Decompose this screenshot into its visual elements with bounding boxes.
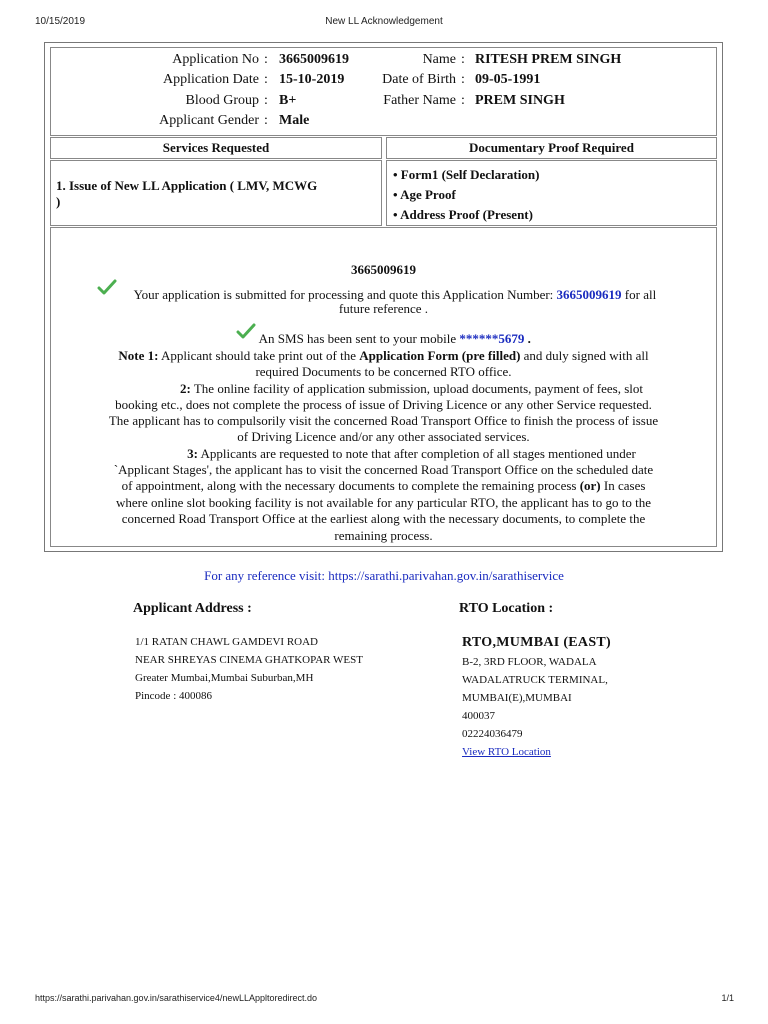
note-1	[51, 348, 716, 364]
acknowledgement-panel	[50, 227, 717, 547]
note-3-line-6: remaining process.	[334, 528, 433, 543]
application-date-value: 15-10-2019	[279, 72, 345, 87]
note-2-line-4: of Driving Licence and/or any other associated services.	[237, 429, 530, 444]
sms-text: An SMS has been sent to your mobile	[258, 331, 457, 346]
application-number-heading: 3665009619	[351, 262, 416, 277]
note-3-line-4: where online slot booking facility is not available for any particular RTO, the applicant has to go to the	[115, 495, 652, 510]
applicant-address-heading: Applicant Address :	[133, 601, 252, 616]
note-3-line-3	[51, 478, 716, 494]
note-3-label: 3:	[187, 446, 198, 461]
rto-address	[462, 653, 608, 761]
note-3-line-5: concerned Road Transport Office at the earliest along with the necessary documents, to complete the	[121, 511, 646, 526]
applicant-address	[135, 633, 363, 705]
proof-item: • Age Proof	[393, 187, 456, 202]
services-requested-header: Services Requested	[50, 137, 382, 159]
blood-group-label: Blood Group	[185, 93, 259, 108]
note-3-line-2: `Applicant Stages', the applicant has to visit the concerned Road Transport Office on the scheduled date	[113, 462, 654, 477]
note-2-line-2: booking etc., does not complete the process of issue of Driving Licence or any other Service requested.	[115, 397, 652, 412]
note-2	[51, 381, 716, 397]
applicant-info-panel	[50, 47, 717, 136]
dob-label: Date of Birth	[382, 72, 456, 87]
sms-message	[51, 329, 716, 347]
note-1-label: Note 1:	[118, 348, 159, 363]
view-rto-location-link[interactable]: View RTO Location	[462, 746, 551, 758]
note-1-cont: required Documents to be concerned RTO office.	[255, 364, 512, 379]
rto-phone: 02224036479	[462, 728, 523, 740]
name-value: RITESH PREM SINGH	[475, 52, 622, 67]
colon: :	[461, 72, 465, 87]
note-1-text-post: and duly signed with all	[523, 348, 649, 363]
colon: :	[264, 113, 268, 128]
sms-mobile: ******5679	[459, 331, 525, 346]
print-page-number: 1/1	[721, 993, 734, 1003]
service-item: 1. Issue of New LL Application ( LMV, MCWG	[56, 178, 318, 193]
rto-name: RTO,MUMBAI (EAST)	[462, 635, 612, 650]
colon: :	[461, 93, 465, 108]
acknowledgement-form	[44, 42, 723, 552]
dob-value: 09-05-1991	[475, 72, 541, 87]
check-icon	[97, 279, 117, 295]
print-title: New LL Acknowledgement	[325, 16, 443, 27]
note-3-line-3-tail: In cases	[603, 478, 646, 493]
colon: :	[264, 72, 268, 87]
rto-address-line: 400037	[462, 710, 495, 722]
note-1-bold: Application Form (pre filled)	[359, 348, 521, 363]
service-item-cont: )	[56, 194, 61, 209]
blood-group-value: B+	[279, 93, 297, 108]
father-name-value: PREM SINGH	[475, 93, 565, 108]
rto-location-heading: RTO Location :	[459, 601, 554, 616]
note-3	[51, 446, 716, 462]
gender-value: Male	[279, 113, 310, 128]
colon: :	[264, 93, 268, 108]
proof-item: • Form1 (Self Declaration)	[393, 167, 540, 182]
sms-dot: .	[527, 331, 531, 346]
rto-address-line: B-2, 3RD FLOOR, WADALA	[462, 656, 597, 668]
rto-address-line: MUMBAI(E),MUMBAI	[462, 692, 572, 704]
application-no-value: 3665009619	[279, 52, 349, 67]
submitted-application-number: 3665009619	[556, 287, 622, 302]
documentary-proof-header: Documentary Proof Required	[386, 137, 717, 159]
note-3-line-3-text: of appointment, along with the necessary documents to complete the remaining process	[121, 478, 577, 493]
submitted-message-cont: future reference .	[338, 301, 429, 316]
colon: :	[461, 52, 465, 67]
proof-cell	[386, 160, 717, 226]
note-2-text: The online facility of application submission, upload documents, payment of fees, slot	[193, 381, 643, 396]
application-no-label: Application No	[172, 52, 259, 67]
note-2-label: 2:	[180, 381, 191, 396]
print-url: https://sarathi.parivahan.gov.in/sarathiservice4/newLLAppltoredirect.do	[35, 993, 317, 1003]
colon: :	[264, 52, 268, 67]
address-line: 1/1 RATAN CHAWL GAMDEVI ROAD	[135, 636, 318, 648]
proof-item: • Address Proof (Present)	[393, 207, 533, 222]
note-2-line-3: The applicant has to compulsorily visit the concerned Road Transport Office to finish the process of issue	[108, 413, 659, 428]
service-cell	[50, 160, 382, 226]
note-3-text: Applicants are requested to note that after completion of all stages mentioned under	[200, 446, 636, 461]
address-line: NEAR SHREYAS CINEMA GHATKOPAR WEST	[135, 654, 363, 666]
check-icon	[236, 323, 256, 339]
address-line: Greater Mumbai,Mumbai Suburban,MH	[135, 672, 314, 684]
name-label: Name	[422, 52, 456, 67]
note-3-or: (or)	[579, 478, 601, 493]
print-date: 10/15/2019	[35, 16, 86, 27]
rto-address-line: WADALATRUCK TERMINAL,	[462, 674, 608, 686]
reference-link[interactable]: For any reference visit: https://sarathi.parivahan.gov.in/sarathiservice	[204, 568, 564, 583]
gender-label: Applicant Gender	[159, 113, 259, 128]
submitted-text: Your application is submitted for processing and quote this Application Number:	[133, 287, 554, 302]
address-line: Pincode : 400086	[135, 690, 212, 702]
note-1-text: Applicant should take print out of the	[161, 348, 356, 363]
father-name-label: Father Name	[383, 93, 456, 108]
submitted-tail: for all	[624, 287, 657, 302]
application-date-label: Application Date	[162, 72, 259, 87]
